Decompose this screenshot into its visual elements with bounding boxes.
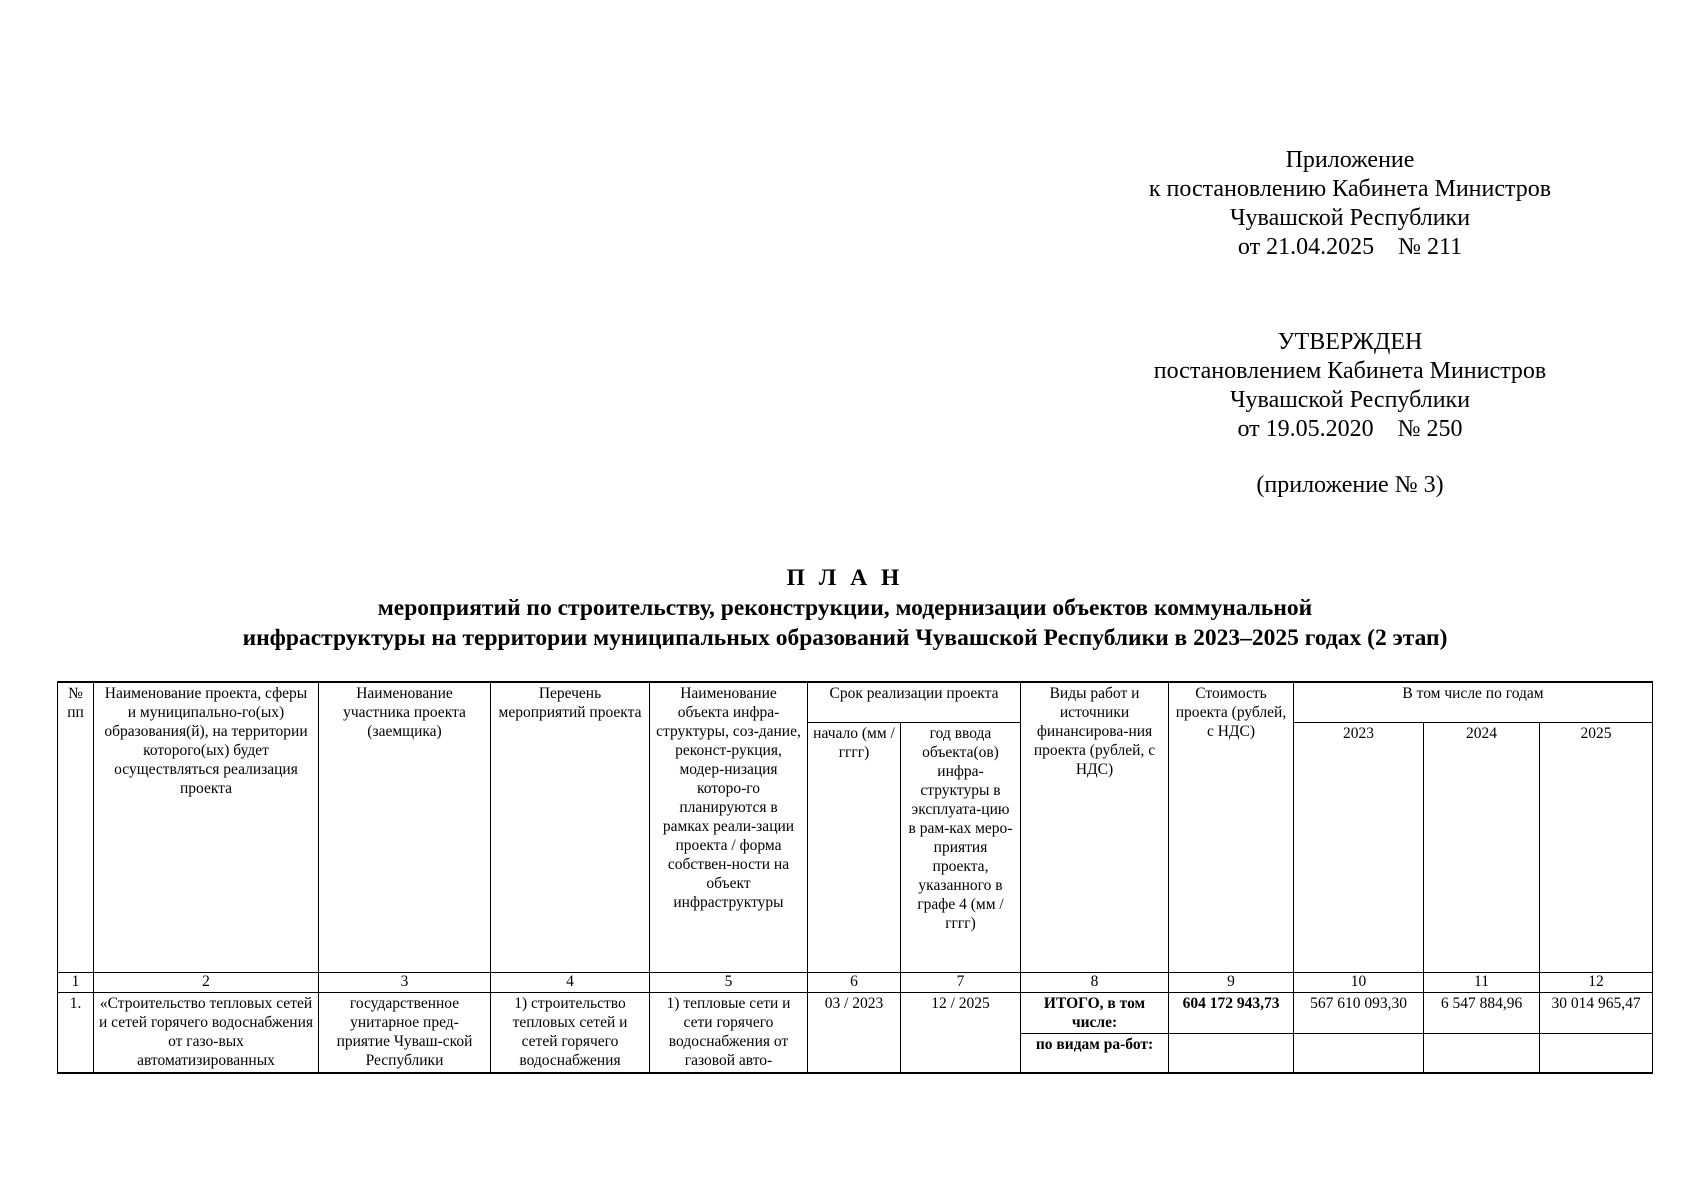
col-number: 9 bbox=[1169, 972, 1294, 992]
row-2025: 30 014 965,47 bbox=[1540, 992, 1653, 1033]
appendix-line-1: Приложение bbox=[1285, 147, 1415, 173]
header-num: № пп bbox=[58, 682, 94, 972]
row-total-label: ИТОГО, в том числе: bbox=[1021, 992, 1169, 1033]
row-2025-empty bbox=[1540, 1033, 1653, 1073]
document-title bbox=[80, 563, 1610, 653]
header-object: Наименование объекта инфра-структуры, соз-дание, реконст-рукция, модер-низация которо-го планируются в рамках реали-зации проекта / форма собствен-ности на объект инфраструктуры bbox=[650, 682, 808, 972]
header-project-name: Наименование проекта, сферы и муниципально-го(ых) образования(й), на территории которого(ых) будет осуществляться реализация проекта bbox=[94, 682, 319, 972]
col-number: 6 bbox=[808, 972, 901, 992]
row-start: 03 / 2023 bbox=[808, 992, 901, 1073]
plan-heading: П Л А Н bbox=[786, 565, 904, 591]
col-number: 11 bbox=[1424, 972, 1540, 992]
col-number: 8 bbox=[1021, 972, 1169, 992]
header-row-1 bbox=[58, 682, 1653, 722]
header-start: начало (мм / гггг) bbox=[808, 722, 901, 972]
header-period: Срок реализации проекта bbox=[808, 682, 1021, 722]
header-commission: год ввода объекта(ов) инфра-структуры в эксплуата-цию в рам-ках меро-приятия проекта, указанного в графе 4 (мм / гггг) bbox=[901, 722, 1021, 972]
approved-line-2: постановлением Кабинета Министров bbox=[1153, 358, 1547, 384]
approved-line-4: от 19.05.2020 № 250 bbox=[1237, 416, 1463, 442]
row-cost: 604 172 943,73 bbox=[1169, 992, 1294, 1033]
col-number: 4 bbox=[491, 972, 650, 992]
row-2023-empty bbox=[1294, 1033, 1424, 1073]
plan-table bbox=[57, 681, 1653, 1074]
table-row bbox=[58, 992, 1653, 1033]
header-by-years: В том числе по годам bbox=[1294, 682, 1653, 722]
row-2024-empty bbox=[1424, 1033, 1540, 1073]
appendix-line-2: к постановлению Кабинета Министров bbox=[1148, 176, 1552, 202]
row-num: 1. bbox=[58, 992, 94, 1073]
plan-title-line-3: инфраструктуры на территории муниципальных образований Чувашской Республики в 2023–2025 годах (2 этап) bbox=[242, 625, 1448, 651]
approved-line-3: Чувашской Республики bbox=[1229, 387, 1471, 413]
row-commission: 12 / 2025 bbox=[901, 992, 1021, 1073]
header-year-2023: 2023 bbox=[1294, 722, 1424, 972]
col-number: 3 bbox=[319, 972, 491, 992]
appendix-line-4: от 21.04.2025 № 211 bbox=[1237, 234, 1463, 260]
header-year-2024: 2024 bbox=[1424, 722, 1540, 972]
column-number-row bbox=[58, 972, 1653, 992]
col-number: 10 bbox=[1294, 972, 1424, 992]
header-participant: Наименование участника проекта (заемщика) bbox=[319, 682, 491, 972]
appendix-block bbox=[1130, 146, 1570, 262]
plan-title-line-2: мероприятий по строительству, реконструкции, модернизации объектов коммунальной bbox=[377, 595, 1313, 621]
col-number: 7 bbox=[901, 972, 1021, 992]
row-participant: государственное унитарное пред-приятие Чуваш-ской Республики bbox=[319, 992, 491, 1073]
row-2023: 567 610 093,30 bbox=[1294, 992, 1424, 1033]
col-number: 12 bbox=[1540, 972, 1653, 992]
header-year-2025: 2025 bbox=[1540, 722, 1653, 972]
approved-subtitle: (приложение № 3) bbox=[1256, 472, 1444, 498]
col-number: 2 bbox=[94, 972, 319, 992]
row-activities: 1) строительство тепловых сетей и сетей горячего водоснабжения bbox=[491, 992, 650, 1073]
approved-line-1: УТВЕРЖДЕН bbox=[1277, 329, 1423, 355]
approved-block bbox=[1130, 328, 1570, 500]
row-object: 1) тепловые сети и сети горячего водоснабжения от газовой авто- bbox=[650, 992, 808, 1073]
appendix-line-3: Чувашской Республики bbox=[1229, 205, 1471, 231]
row-works-label: по видам ра-бот: bbox=[1021, 1033, 1169, 1073]
header-works-sources: Виды работ и источники финансирова-ния проекта (рублей, с НДС) bbox=[1021, 682, 1169, 972]
header-activities: Перечень мероприятий проекта bbox=[491, 682, 650, 972]
row-project-name: «Строительство тепловых сетей и сетей горячего водоснабжения от газо-вых автоматизированных bbox=[94, 992, 319, 1073]
header-cost: Стоимость проекта (рублей, с НДС) bbox=[1169, 682, 1294, 972]
col-number: 1 bbox=[58, 972, 94, 992]
col-number: 5 bbox=[650, 972, 808, 992]
row-2024: 6 547 884,96 bbox=[1424, 992, 1540, 1033]
row-cost-empty bbox=[1169, 1033, 1294, 1073]
